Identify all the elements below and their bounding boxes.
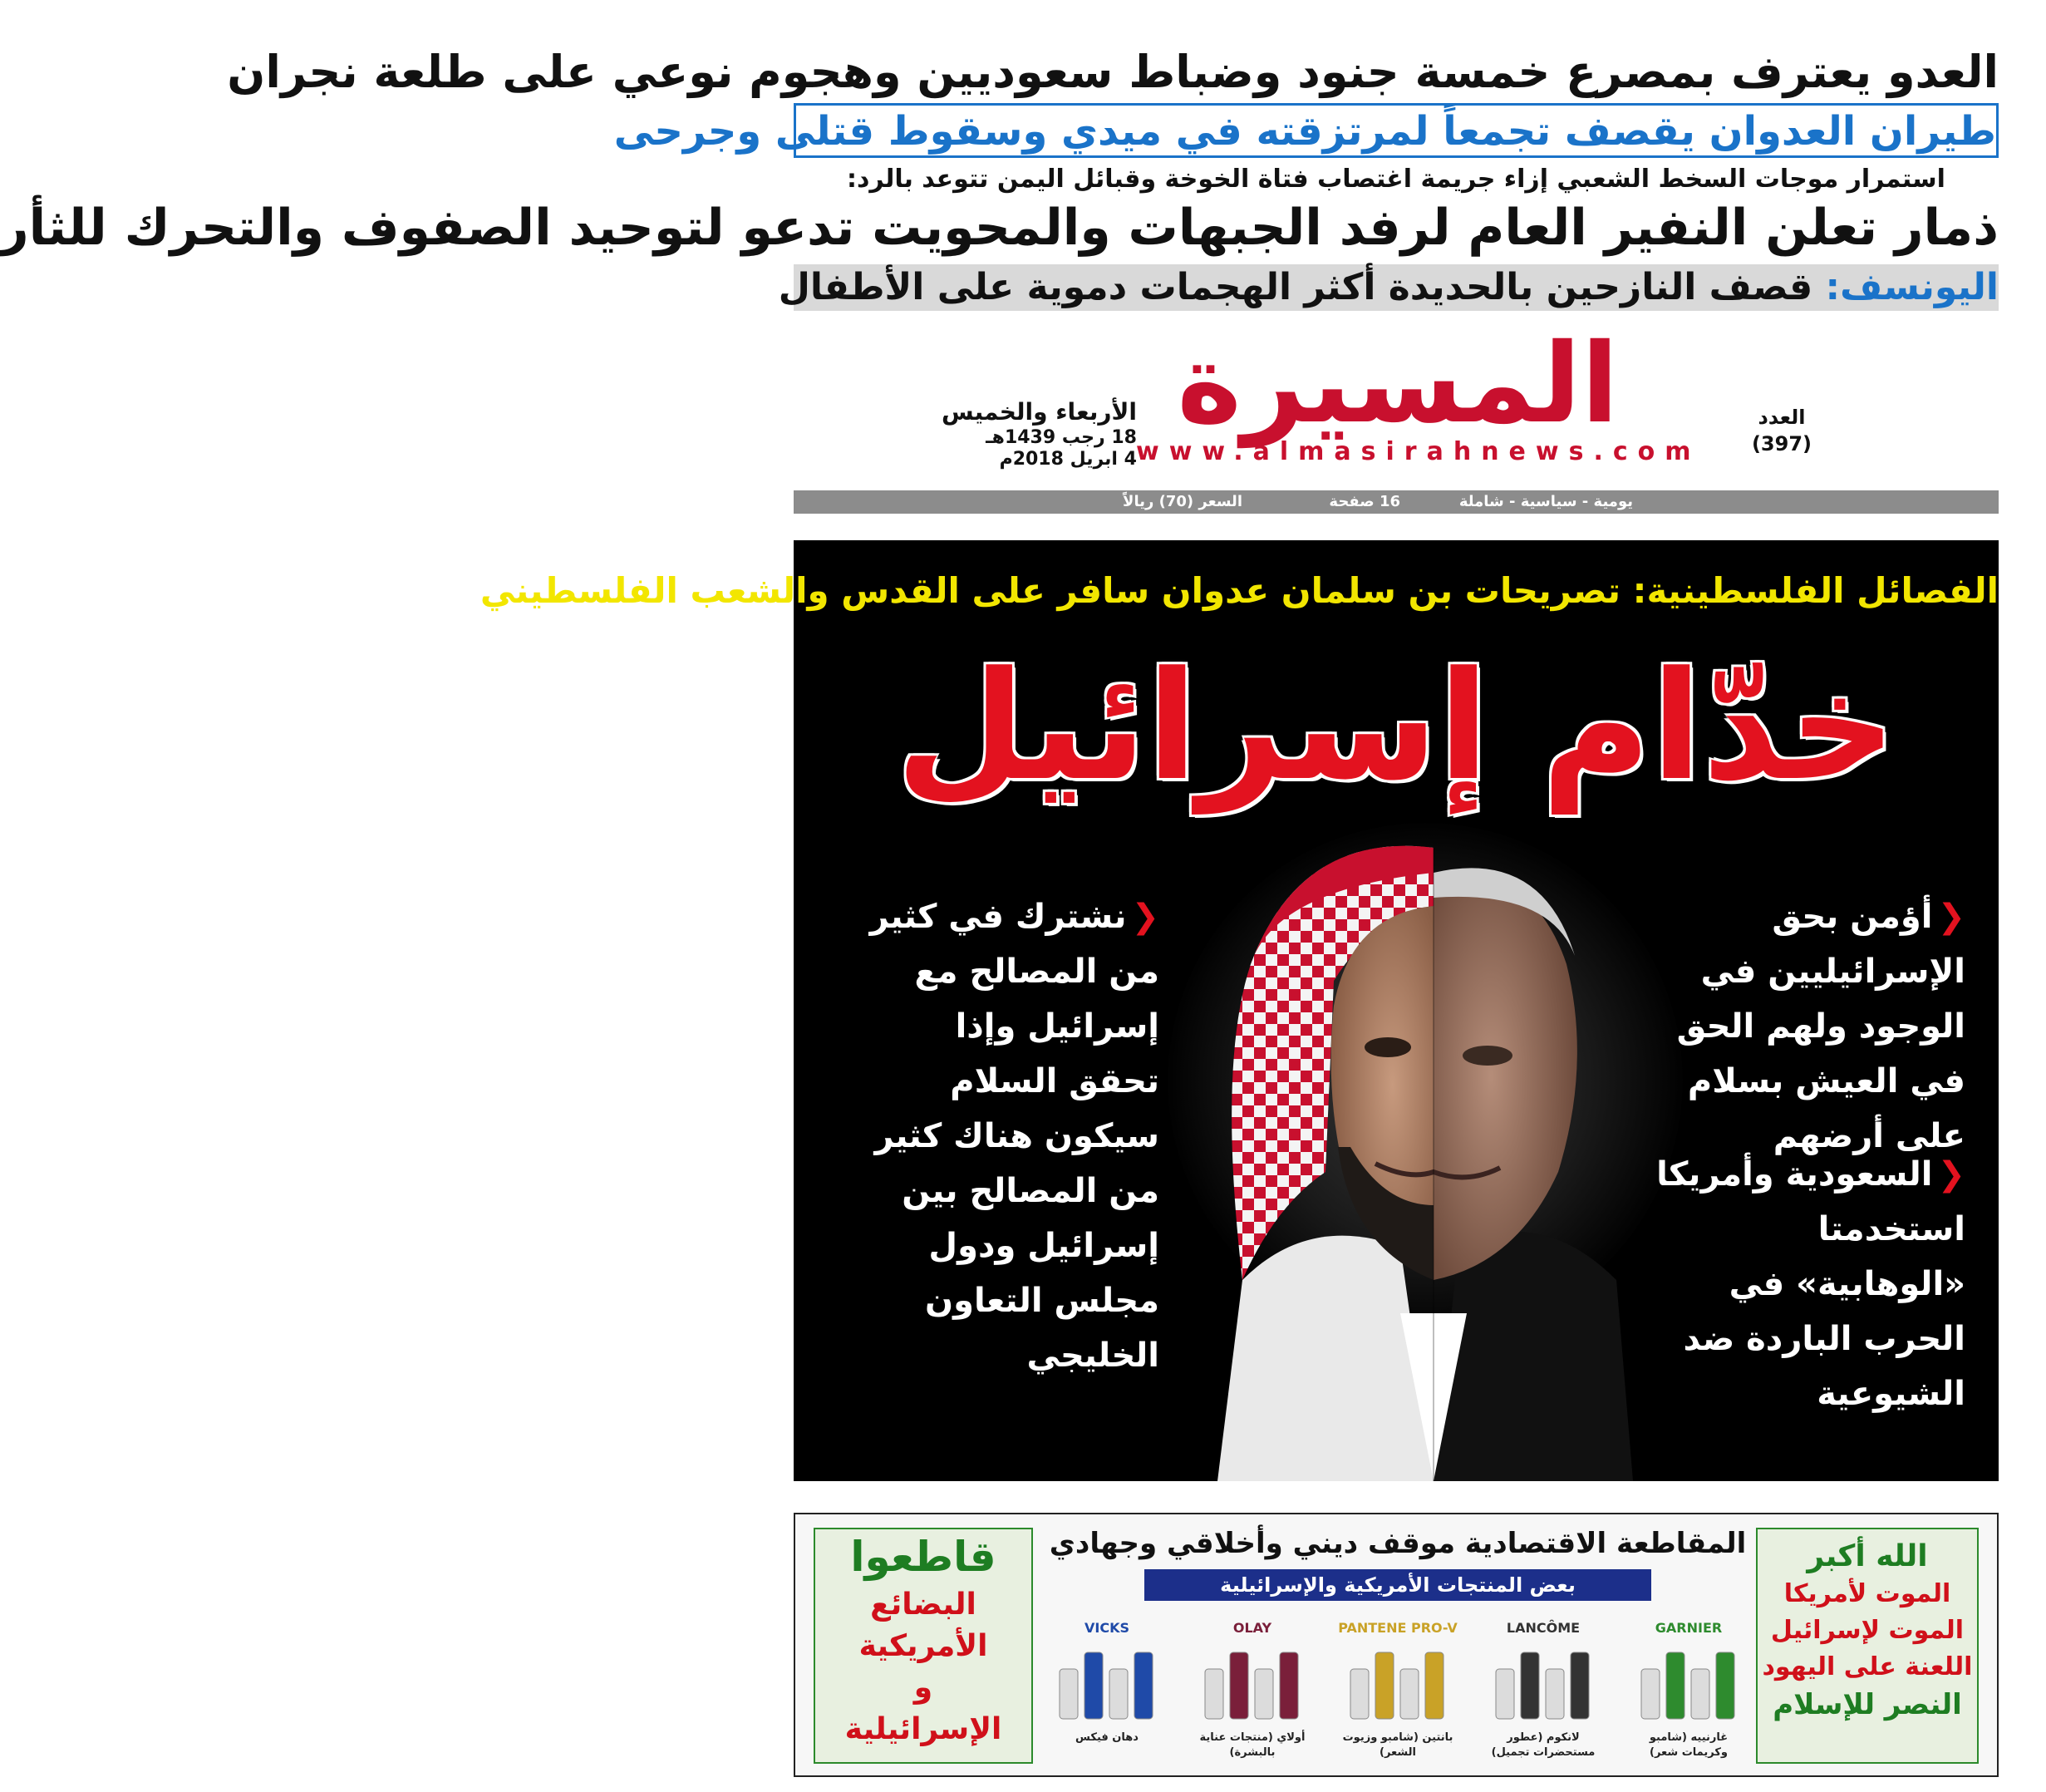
product-caption: لانكوم (عطور مستحضرات تجميل)	[1491, 1731, 1596, 1759]
product-item	[1045, 1617, 1169, 1767]
product-list	[1045, 1617, 1751, 1767]
ad-slogan-5: النصر للإسلام	[1773, 1688, 1962, 1721]
product-caption: أولاي (منتجات عناية بالبشرة)	[1199, 1731, 1306, 1759]
quote-right-2	[1641, 1147, 1965, 1421]
product-item	[1626, 1617, 1751, 1767]
feature-panel	[480, 540, 1999, 1481]
issue-label: العدد	[1758, 406, 1806, 429]
ad-slogan-2: الموت لأمريكا	[1783, 1579, 1951, 1608]
ad-boycott-4: الإسرائيلية	[844, 1712, 1002, 1746]
ad-slogan-box	[1756, 1528, 1979, 1764]
headline-top: العدو يعترف بمصرع خمسة جنود وضباط سعوديين وهجوم نوعي على طلعة نجران	[227, 46, 1999, 98]
headline-unicef	[778, 264, 1999, 311]
chevron-left-icon: ❮	[1937, 898, 1965, 936]
feature-title: خدّام إسرائيل	[895, 640, 1897, 814]
ad-boycott-3: و	[913, 1671, 933, 1705]
ad-slogan-4: اللعنة على اليهود	[1762, 1652, 1973, 1681]
headline-kicker: استمرار موجات السخط الشعبي إزاء جريمة اغتصاب فتاة الخوخة وقبائل اليمن تتوعد بالرد:	[847, 165, 1945, 194]
quote-left-text: نشترك في كثير من المصالح مع إسرائيل وإذا تحقق السلام سيكون هناك كثير من المصالح بين إسرائيل ودول مجلس التعاون الخليجي	[869, 898, 1159, 1375]
feature-subtitle: الفصائل الفلسطينية: تصريحات بن سلمان عدوان سافر على القدس والشعب الفلسطيني	[480, 570, 1999, 611]
quote-right-1	[1641, 889, 1965, 1164]
masthead	[1136, 320, 1701, 466]
chevron-left-icon: ❮	[1131, 898, 1159, 936]
composite-portrait	[1184, 815, 1650, 1481]
ad-bar: بعض المنتجات الأمريكية والإسرائيلية	[1144, 1569, 1651, 1601]
info-pages: 16 صفحة	[1329, 493, 1400, 510]
info-type: يومية - سياسية - شاملة	[1458, 493, 1633, 510]
ad-slogan-3: الموت لإسرائيل	[1770, 1616, 1965, 1645]
masthead-logo: المسيرة	[1177, 320, 1619, 448]
product-brand: PANTENE PRO-V	[1338, 1620, 1458, 1636]
product-image	[1344, 1642, 1452, 1722]
boycott-ad	[794, 1513, 1999, 1777]
headline-main: ذمار تعلن النفير العام لرفد الجبهات والمحويت تدعو لتوحيد الصفوف والتحرك للثأر	[0, 199, 1999, 257]
ad-slogan-1: الله أكبر	[1807, 1539, 1928, 1573]
ad-boycott-1: قاطعوا	[850, 1533, 996, 1581]
product-item	[1335, 1617, 1460, 1767]
product-brand: VICKS	[1084, 1620, 1129, 1636]
date-hijri: 18 رجب 1439هـ	[986, 427, 1137, 448]
chevron-left-icon: ❮	[1937, 1155, 1965, 1194]
ad-boycott-box	[814, 1528, 1033, 1764]
ad-boycott-2: البضائع الأمريكية	[858, 1588, 988, 1663]
date-box	[942, 397, 1137, 470]
product-image	[1198, 1642, 1306, 1722]
date-gregorian: 4 ابريل 2018م	[999, 449, 1137, 470]
headline-unicef-text: قصف النازحين بالحديدة أكثر الهجمات دموية على الأطفال	[778, 266, 1826, 308]
headline-unicef-prefix: اليونسف:	[1825, 266, 1999, 308]
product-brand: LANCÔME	[1506, 1620, 1581, 1636]
product-item	[1481, 1617, 1606, 1767]
ad-headline: المقاطعة الاقتصادية موقف ديني وأخلاقي وجهادي	[1049, 1527, 1747, 1560]
product-image	[1635, 1642, 1743, 1722]
product-brand: OLAY	[1232, 1620, 1272, 1636]
issue-box	[1752, 404, 1812, 457]
masthead-url: www.almasirahnews.com	[1136, 437, 1701, 466]
info-price: السعر (70) ريالاً	[1123, 493, 1242, 510]
product-caption: دهان فيكس	[1075, 1731, 1139, 1744]
product-image	[1053, 1642, 1161, 1722]
quote-left	[860, 889, 1159, 1383]
product-brand: GARNIER	[1655, 1620, 1723, 1636]
product-caption: غارنييه (شامبو وكريمات شعر)	[1649, 1731, 1729, 1759]
product-caption: بانتين (شامبو وزيوت الشعر)	[1342, 1731, 1453, 1759]
product-image	[1489, 1642, 1597, 1722]
quote-right-1-text: أؤمن بحق الإسرائيليين في الوجود ولهم الحق في العيش بسلام على أرضهم	[1676, 898, 1965, 1155]
info-bar	[794, 490, 1999, 514]
headline-boxed: طيران العدوان يقصف تجمعاً لمرتزقته في ميدي وسقوط قتلى وجرحى	[794, 103, 1999, 158]
quote-right-2-text: السعودية وأمريكا استخدمتا «الوهابية» في الحرب الباردة ضد الشيوعية	[1656, 1155, 1965, 1413]
product-item	[1190, 1617, 1315, 1767]
date-days: الأربعاء والخميس	[942, 398, 1137, 426]
ad-center	[1045, 1523, 1751, 1770]
issue-number: (397)	[1751, 432, 1812, 455]
